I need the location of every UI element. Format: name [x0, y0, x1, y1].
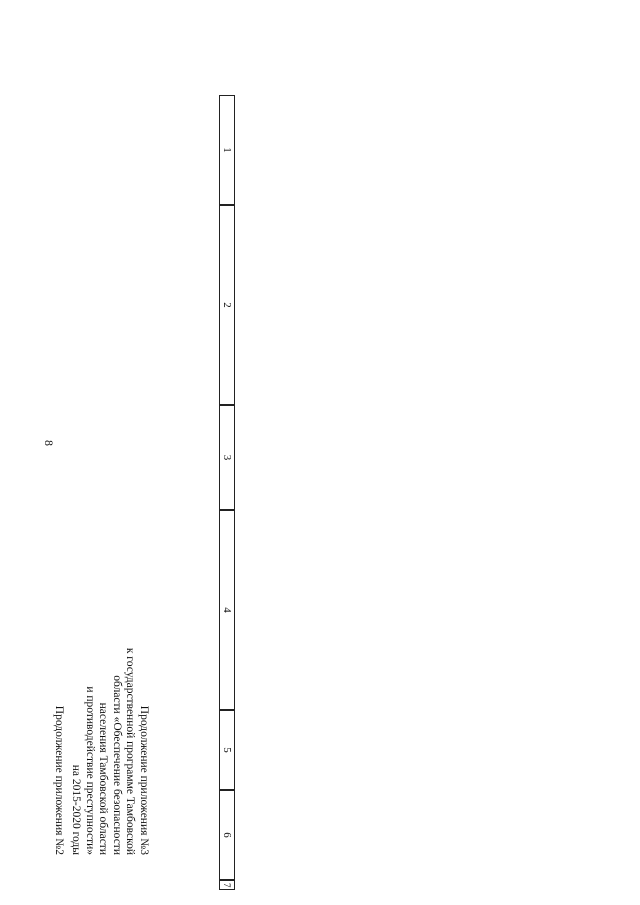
appendix-line: к государственной программе Тамбовской — [124, 647, 137, 855]
col-number-6: 6 — [219, 790, 235, 880]
appendix-header — [69, 555, 150, 855]
col-number-7: 7 — [219, 880, 235, 890]
col-number-4: 4 — [219, 510, 235, 710]
col-number-2: 2 — [219, 205, 235, 405]
col-number-1: 1 — [219, 95, 235, 205]
col-number-3: 3 — [219, 405, 235, 510]
appendix-line: на 2015-2020 годы — [70, 764, 83, 855]
appendix-line: области «Обеспечение безопасности — [111, 675, 123, 855]
appendix-line: и противодействие преступности» — [84, 686, 96, 855]
appendix-line: Продолжение приложения №3 — [138, 705, 150, 855]
appendix-line: населения Тамбовской области — [97, 702, 110, 855]
continuation-title: Продолжение приложения №2 — [53, 705, 65, 855]
col-number-5: 5 — [219, 710, 235, 790]
page-number: 8 — [42, 440, 56, 446]
